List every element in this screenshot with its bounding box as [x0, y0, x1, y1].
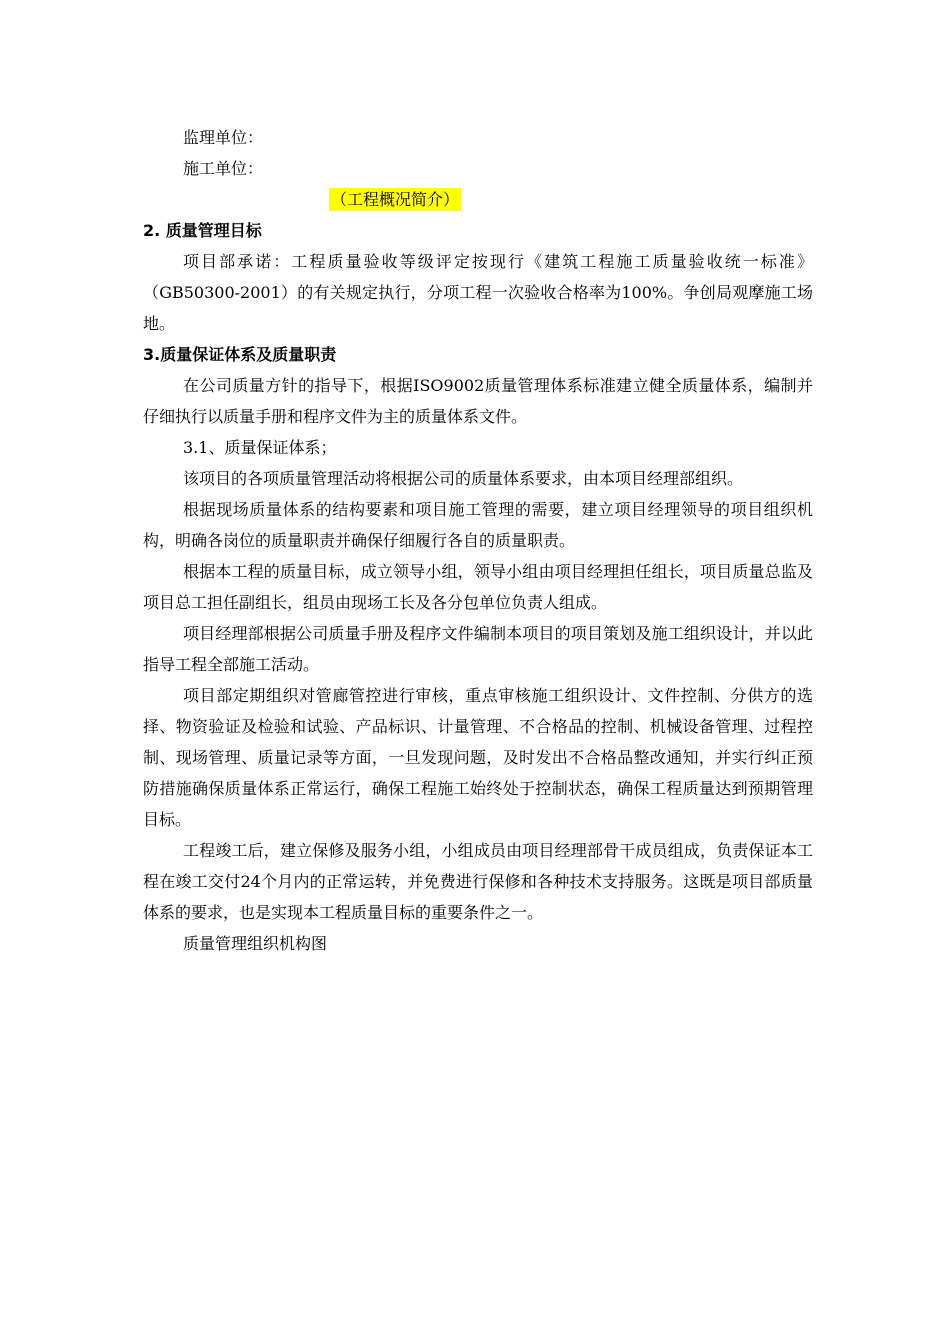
paragraph: 根据本工程的质量目标，成立领导小组，领导小组由项目经理担任组长，项目质量总监及项目总工担任副组长，组员由现场工长及各分包单位负责人组成。	[143, 562, 813, 612]
overview-placeholder-row	[143, 184, 813, 215]
contractor-field-label: 施工单位：	[183, 159, 264, 178]
paragraph: 项目经理部根据公司质量手册及程序文件编制本项目的项目策划及施工组织设计，并以此指导工程全部施工活动。	[143, 624, 813, 674]
paragraph: 根据现场质量体系的结构要素和项目施工管理的需要，建立项目经理领导的项目组织机构，明确各岗位的质量职责并确保仔细履行各自的质量职责。	[143, 500, 813, 550]
org-chart-caption: 质量管理组织机构图	[183, 934, 328, 953]
document-page	[143, 122, 813, 959]
paragraph: 该项目的各项质量管理活动将根据公司的质量体系要求，由本项目经理部组织。	[183, 469, 744, 488]
section-2-heading: 2. 质量管理目标	[143, 221, 262, 240]
section-3-heading: 3.质量保证体系及质量职责	[143, 345, 337, 364]
supervisor-field-label: 监理单位：	[183, 128, 264, 147]
section-3-1-subheading: 3.1、质量保证体系；	[183, 438, 337, 457]
section-2-paragraph: 项目部承诺：工程质量验收等级评定按现行《建筑工程施工质量验收统一标准》（GB50300-2001）的有关规定执行，分项工程一次验收合格率为100%。争创局观摩施工场地。	[143, 252, 813, 333]
overview-placeholder: （工程概况简介）	[331, 190, 460, 209]
paragraph: 项目部定期组织对管廊管控进行审核，重点审核施工组织设计、文件控制、分供方的选择、物资验证及检验和试验、产品标识、计量管理、不合格品的控制、机械设备管理、过程控制、现场管理、质量记录等方面，一旦发现问题，及时发出不合格品整改通知，并实行纠正预防措施确保质量体系正常运行，确保工程施工始终处于控制状态，确保工程质量达到预期管理目标。	[143, 686, 813, 829]
section-3-intro: 在公司质量方针的指导下，根据ISO9002质量管理体系标准建立健全质量体系，编制并仔细执行以质量手册和程序文件为主的质量体系文件。	[143, 376, 813, 426]
paragraph: 工程竣工后，建立保修及服务小组，小组成员由项目经理部骨干成员组成，负责保证本工程在竣工交付24个月内的正常运转，并免费进行保修和各种技术支持服务。这既是项目部质量体系的要求，也是实现本工程质量目标的重要条件之一。	[143, 841, 813, 922]
